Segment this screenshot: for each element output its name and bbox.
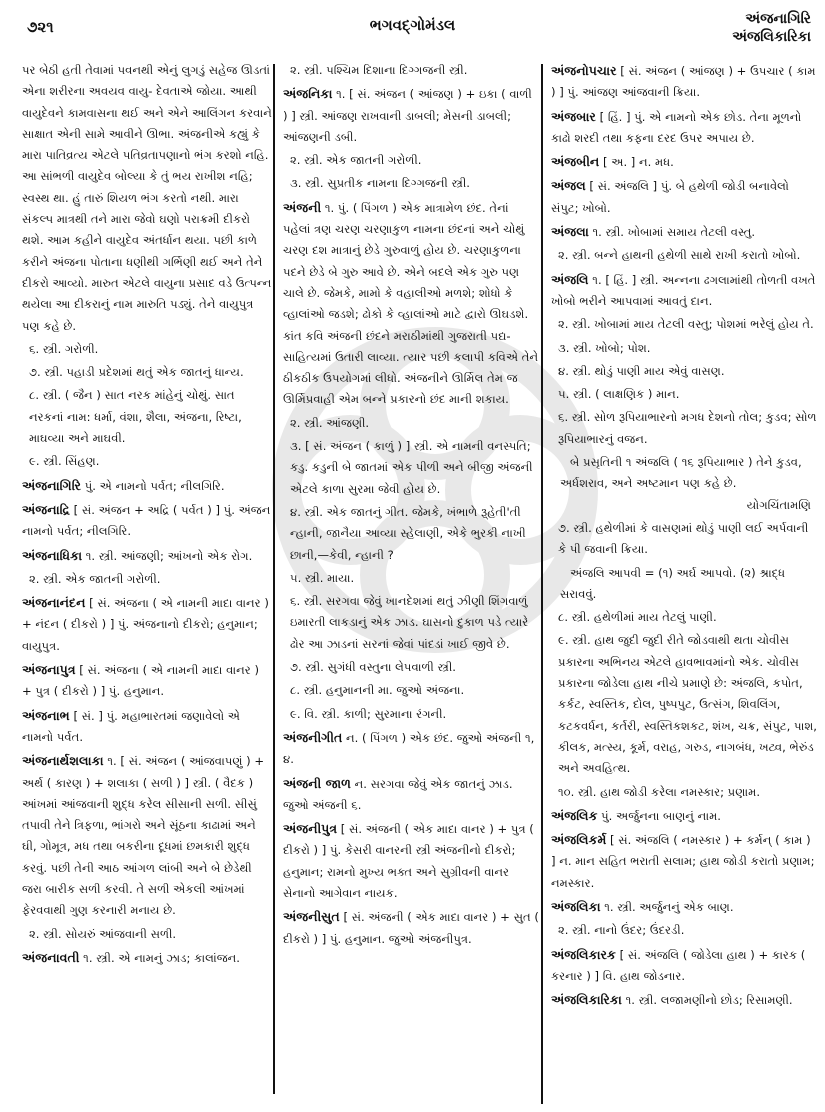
sense-definition	[283, 436, 539, 500]
definition-text: [ અ. ] ન. મધ.	[603, 155, 674, 170]
quote-text: અંજલિ આપવી = (૧) અર્ઘ આપવો. (૨) શ્રાદ્ધ સરાવવું.	[560, 565, 786, 601]
definition-text: [ સં. અંજની ( એક માદા વાનર ) + પુત્ર ( દીકરો ) ] પું. કેસરી વાનરની સ્ત્રી અંજનીનો દીકરો; હનુમાન; રામનો મુખ્ય ભક્ત અને સુગ્રીવની વાનર સેનાનો આગેવાન નાયક.	[283, 822, 534, 900]
definition-text: ન. સરગવા જેવું એક જાતનું ઝાડ. જુઓ અંજની ૬.	[283, 776, 513, 812]
definition-text: ૬. સ્ત્રી. સરગવા જેવું ખાનદેશમાં થતું ઝીણી શિંગવાળું ઇમારતી લાકડાનું એક ઝાડ. ઘાસનો દુકાળ પડે ત્યારે ઢોર આ ઝાડનાં સરનાં જેવાં પાંદડાં ખાઈ જીવે છે.	[290, 594, 529, 651]
sense-definition	[551, 245, 817, 266]
headword: અંજની જાળ	[283, 775, 351, 791]
page-header	[0, 0, 825, 58]
headword: અંજલિકા	[551, 898, 601, 914]
column-left	[22, 60, 272, 971]
dictionary-entry	[283, 83, 539, 148]
sense-definition	[22, 362, 272, 383]
definition-text: ૧. સ્ત્રી. અર્જુનનું એક બાણ.	[604, 899, 734, 914]
headword: અંજલિ	[551, 271, 589, 287]
sense-definition	[551, 782, 817, 803]
dictionary-entry	[22, 705, 272, 749]
usage-quote	[551, 452, 817, 516]
definition-text: ૬. સ્ત્રી. ગરોળી.	[29, 341, 99, 356]
dictionary-entry	[283, 197, 539, 411]
headword: અંજનાધિકા	[22, 547, 83, 563]
definition-text: ૧. [ હિં. ] સ્ત્રી. અન્નના ઢગલામાંથી તોળતી વખતે ખોબો ભરીને આપવામાં આવતું દાન.	[551, 272, 816, 308]
sense-definition	[283, 591, 539, 655]
sense-definition	[551, 607, 817, 628]
headword: અંજલિકારિકા	[551, 992, 622, 1008]
definition-text: ૧. સ્ત્રી. આંજણી; આંખનો એક રોગ.	[85, 548, 253, 563]
dictionary-entry	[551, 221, 817, 243]
definition-text: ૧. સ્ત્રી. લજામણીનો છોડ; રિસામણી.	[625, 993, 793, 1008]
dictionary-entry	[551, 106, 817, 150]
sense-definition	[22, 569, 272, 590]
definition-text: ૩. સ્ત્રી. ખોબો; પોશ.	[558, 340, 651, 355]
guide-word-first: અંજનાગિરિ	[745, 11, 811, 27]
headword: અંજલ	[551, 178, 586, 194]
headword: અંજની	[283, 199, 322, 215]
definition-text: ૮. સ્ત્રી. હથેળીમાં માય તેટલું પાણી.	[558, 610, 717, 625]
quote-text: બે પ્રસૃતિની ૧ અંજલિ ( ૧૬ રૂપિયાભાર ) તેને કુડવ, અર્ધશરાવ, અને અષ્ટમાન પણ કહે છે.	[560, 455, 802, 491]
sense-definition	[551, 384, 817, 405]
guide-word-last: અંજલિકારિકા	[732, 29, 811, 45]
sense-definition	[22, 451, 272, 472]
headword: અંજબાર	[551, 108, 596, 124]
page-number: ૭૨૧	[27, 18, 54, 36]
definition-text: [ સં. અંજલિ ( જોડેલા હાથ ) + કારક ( કરનાર ) ] વિ. હાથ જોડનાર.	[551, 947, 806, 983]
sense-definition	[283, 704, 539, 725]
sense-definition	[551, 361, 817, 382]
headword: અંજનાર્થશલાકા	[22, 753, 104, 769]
continued-text	[22, 60, 272, 337]
usage-quote	[551, 563, 817, 606]
sense-definition	[283, 60, 539, 81]
definition-text: ન. ( પિંગળ ) એક છંદ. જુઓ અંજની ૧, ૪.	[283, 730, 535, 767]
definition-text: ૪. સ્ત્રી. થોડું પાણી માય એવું વાસણ.	[558, 363, 725, 378]
dictionary-entry	[551, 175, 817, 219]
sense-definition	[22, 924, 272, 945]
headword: અંજનીગીત	[283, 729, 343, 745]
sense-definition	[283, 657, 539, 678]
dictionary-entry	[22, 592, 272, 657]
dictionary-entry	[22, 545, 272, 567]
definition-text: ૮. સ્ત્રી. ( જૈન ) સાત નરક માંહેનું ચોથું. સાત નરકનાં નામ: ધર્મા, વંશા, શૈલા, અંજના, રિષ્ટા, માઘવ્યા અને માઘવી.	[29, 388, 242, 446]
dictionary-entry	[551, 896, 817, 918]
definition-text: ૨. સ્ત્રી. એક જાતની ગરોળી.	[29, 571, 161, 586]
definition-text: ૨. સ્ત્રી. ખોબામાં માય તેટલી વસ્તુ; પોશમાં ભરેલું હોય તે.	[558, 317, 814, 332]
dictionary-entry	[551, 944, 817, 988]
definition-text: ૯. સ્ત્રી. સિંહણ.	[29, 454, 100, 469]
definition-text: ૩. [ સં. અંજન ( કાળું ) ] સ્ત્રી. એ નામની વનસ્પતિ; કડુ. કડુની બે જાતમાં એક પીળી અને બીજી અંજની એટલે કાળા સુરમા જેવી હોય છે.	[290, 439, 533, 496]
headword: અંજનાપુત્ર	[22, 662, 76, 678]
dictionary-entry	[283, 906, 539, 950]
headword: અંજનિકા	[283, 86, 333, 102]
definition-text: ૫. સ્ત્રી. માયા.	[290, 570, 355, 585]
definition-text: ૧. પું. ( પિંગળ ) એક માત્રામેળ છંદ. તેનાં પહેલાં ત્રણ ચરણ ચરણાકુળ નામના છંદનાં અને ચોથું ચરણ દશ માત્રાનું છેડે ગુરુવાળું હોય છે. ચરણાકુળના પદને છેડે બે ગુરુ આવે છે. એને બદલે એક ગુરુ પણ ચાલે છે. જેમકે, મામો કે વહાલીઓ મળશે; શોધો કે વ્હાલાંઓ જડશે; ઢોકો કે વ્હાલાંઓ માટે દ્વારો ઊઘડશે. કાંત કવિ અંજની છંદને મરાઠીમાંથી ગુજરાતી પદ્ય- સાહિત્યમાં ઉતારી લાવ્યા. ત્યાર પછી કલાપી કવિએ તેને ઠીકઠીક ઉપયોગમાં લીધો. અંજનીને ઊર્મિલ તેમ જ ઊર્મિપ્રવાહી એમ બન્ને પ્રકારનો છંદ માની શકાય.	[283, 200, 539, 407]
headword: અંજલિકર્મ	[551, 832, 607, 848]
definition-text: [ હિં. ] પું. એ નામનો એક છોડ. તેના મૂળનો કાઢો શરદી તથા કફના દરદ ઉપર અપાય છે.	[551, 109, 802, 145]
headword: અંજલિક	[551, 807, 598, 823]
definition-text: ૮. સ્ત્રી. હનુમાનની મા. જુઓ અંજના.	[290, 683, 465, 698]
quote-source: યોગચિંતામણિ	[746, 497, 811, 512]
dictionary-entry	[22, 750, 272, 921]
headword: અંજનોપચાર	[551, 63, 617, 78]
definition-text: ૭. સ્ત્રી. પહાડી પ્રદેશમાં થતું એક જાતનું ધાન્ય.	[29, 365, 244, 380]
book-title: ભગવદ્ગોમંડલ	[369, 16, 456, 34]
definition-text: [ સં. અંજન + અદ્રિ ( પર્વત ) ] પું. અંજન નામનો પર્વત; નીલગિરિ.	[22, 502, 271, 539]
column-divider-left	[273, 64, 275, 1094]
headword: અંજનાદ્રિ	[22, 501, 70, 517]
dictionary-entry	[551, 60, 817, 104]
definition-text: ૨. સ્ત્રી. સોયરું આંજવાની સળી.	[29, 926, 177, 941]
dictionary-entry	[283, 727, 539, 771]
definition-text: [ સં. અંજના ( એ નામની માદા વાનર ) + પુત્ર ( દીકરો ) ] પું. હનુમાન.	[22, 663, 259, 699]
sense-definition	[551, 518, 817, 561]
guide-words	[732, 10, 811, 46]
sense-definition	[283, 502, 539, 566]
headword: અંજનાભ	[22, 707, 70, 723]
definition-text: ૨. સ્ત્રી. બન્ને હાથની હથેળી સાથે રાખી કરાતો ખોબો.	[558, 248, 801, 263]
sense-definition	[283, 150, 539, 171]
definition-text: [ સં. અંજના ( એ નામની માદા વાનર ) + નંદન ( દીકરો ) ] પું. અંજનાનો દીકરો; હનુમાન; વાયુપુત્ર.	[22, 596, 269, 653]
dictionary-entry	[22, 499, 272, 543]
definition-text: ૯. સ્ત્રી. હાથ જુદી જુદી રીતે જોડવાથી થતા ચોવીસ પ્રકારના અભિનય એટલે હાવભાવમાંનો એક. ચોવીસ પ્રકારના જોડેલા હાથ નીચે પ્રમાણે છે: અંજલિ, કપોત, કર્કટ, સ્વસ્તિક, દોલ, પુષ્પપુટ, ઉત્સંગ, શિવલિંગ, કટકવર્ધન, કર્તરી, સ્વસ્તિકશકટ, શંખ, ચક્ર, સંપુટ, પાશ, કીલક, મત્સ્ય, કૂર્મ, વરાહ, ગરુડ, નાગબંધ, ખટ્વ, ભેરુંડ અને અવહિત્થ.	[558, 633, 817, 776]
headword: અંજનીસુત	[283, 909, 340, 925]
definition-text: [ સં. અંજની ( એક માદા વાનર ) + સુત ( દીકરો ) ] પું. હનુમાન. જુઓ અંજનીપુત્ર.	[283, 910, 539, 946]
definition-text: ૧. સ્ત્રી. એ નામનું ઝાડ; કાલાંજન.	[83, 950, 240, 965]
definition-text: ૧. [ સં. અંજન ( આંજવાપણું ) + અર્થ ( કારણ ) + શલાકા ( સળી ) ] સ્ત્રી. ( વૈદક ) આંખમાં આંજવાની શુદ્ધ કરેલ સીસાની સળી. સીસું તપાવી તેને ત્રિફળા, ભાંગરો અને સૂંઠના કાઢામાં અને ઘી, ગોમૂત્ર, મધ તથા બકરીના દૂધમાં છમકારી શુદ્ધ કરવું. પછી તેની આઠ આંગળ લાંબી અને બે છેડેથી જરા બારીક સળી કરવી. તે સળી એકલી આંખમાં ફેરવવાથી ગુણ કરનારી મનાય છે.	[22, 754, 265, 918]
column-divider-right	[541, 64, 543, 1104]
definition-text: [ સં. અંજલિ ] પું. બે હથેળી જોડી બનાવેલો સંપુટ; ખોબો.	[551, 179, 789, 215]
column-right	[551, 60, 817, 1013]
sense-definition	[22, 385, 272, 449]
sense-definition	[551, 920, 817, 941]
sense-definition	[283, 413, 539, 434]
definition-text: [ સં. અંજલિ ( નમસ્કાર ) + કર્મન્ ( કામ ) ] ન. માન સહિત ભરાતી સલામ; હાથ જોડી કરાતો પ્રણામ; નમસ્કાર.	[551, 833, 815, 890]
definition-text: ૨. સ્ત્રી. નાનો ઉંદર; ઉંદરડી.	[558, 923, 685, 938]
headword: અંજનાગિરિ	[22, 477, 82, 493]
definition-text: ૭. સ્ત્રી. સુગંધી વસ્તુના લેપવાળી સ્ત્રી.	[290, 660, 456, 675]
dictionary-entry	[283, 818, 539, 904]
dictionary-entry	[551, 989, 817, 1011]
sense-definition	[551, 407, 817, 450]
headword: અંજનાવતી	[22, 949, 80, 965]
definition-text: ૫. સ્ત્રી. ( લાક્ષણિક ) માન.	[558, 387, 680, 402]
definition-text: ૩. સ્ત્રી. સુપ્રતીક નામના દિગ્ગજની સ્ત્રી.	[290, 176, 470, 191]
sense-definition	[551, 314, 817, 335]
definition-text: પું. એ નામનો પર્વત; નીલગિરિ.	[84, 478, 225, 493]
dictionary-entry	[283, 773, 539, 817]
headword: અંજનાનંદન	[22, 595, 86, 611]
definition-text: ૧. સ્ત્રી. ખોબામાં સમાય તેટલી વસ્તુ.	[592, 225, 756, 240]
dictionary-entry	[551, 805, 817, 827]
definition-text: ૭. સ્ત્રી. હથેળીમાં કે વાસણમાં થોડું પાણી લઈ અર્પવાની કે પી જવાની ક્રિયા.	[558, 520, 809, 557]
dictionary-entry	[22, 947, 272, 969]
definition-text: ૬. સ્ત્રી. સોળ રૂપિયાભારનો મગધ દેશનો તોલ; કુડવ; સોળ રૂપિયાભારનું વજન.	[558, 410, 817, 446]
definition-text: પું. અર્જુનના બાણનું નામ.	[601, 808, 721, 823]
definition-text: ૨. સ્ત્રી. પશ્ચિમ દિશાના દિગ્ગજની સ્ત્રી.	[290, 63, 468, 77]
sense-definition	[283, 568, 539, 589]
dictionary-entry	[22, 659, 272, 703]
dictionary-entry	[551, 269, 817, 313]
definition-text: [ સં. ] પું. મહાભારતમાં જણાવેલો એ નામનો પર્વત.	[22, 708, 241, 744]
definition-text: ૯. વિ. સ્ત્રી. કાળી; સુરમાના રંગની.	[290, 706, 447, 721]
headword: અંજબીન	[551, 154, 600, 170]
sense-definition	[551, 338, 817, 359]
definition-text: ૨. સ્ત્રી. આંજણી.	[290, 415, 370, 430]
sense-definition	[283, 173, 539, 194]
headword: અંજલિકારક	[551, 946, 616, 962]
sense-definition	[551, 630, 817, 779]
definition-text: [ સં. અંજન ( આંજણ ) + ઉપચાર ( કામ ) ] પું. આંજણ આંજવાની ક્રિયા.	[551, 64, 816, 100]
headword: અંજલા	[551, 224, 589, 240]
column-middle	[283, 60, 539, 952]
definition-text: ૨. સ્ત્રી. એક જાતની ગરોળી.	[290, 153, 422, 168]
headword: અંજનીપુત્ર	[283, 821, 338, 837]
dictionary-entry	[551, 151, 817, 173]
sense-definition	[283, 680, 539, 701]
definition-text: પર બેઠી હતી તેવામાં પવનથી એનું લુગડું સહેજ ઊડતાં એના શરીરના અવયવ વાયુ- દેવતાએ જોયા. આથી વાયુદેવને કામવાસના થઈ અને એને આલિંગન કરવાને સાક્ષાત એની સામે આવીને ઊભા. અંજનીએ કહ્યું કે મારા પાતિવ્રત્ય એટલે પતિવ્રતાપણાનો ભંગ કરશો નહિ. આ સાંભળી વાયુદેવ બોલ્યા કે તું ભય રાખીશ નહિ; સ્વસ્થ થા. હું તારું શિયળ ભંગ કરતો નથી. મારા સંકલ્પ માત્રથી તને મારા જેવો ઘણો પરાક્રમી દીકરો થશે. આમ કહીને વાયુદેવ અંતર્ધાન થયા. પછી કાળે કરીને અંજના પોતાના ધણીથી ગર્ભિણી થઈ અને તેને દીકરો આવ્યો. મારુત એટલે વાયુના પ્રસાદ વડે ઉત્પન્ન થયેલા આ દીકરાનું નામ મારુતિ પડ્યું. તેને વાયુપુત્ર પણ કહે છે.	[22, 63, 272, 333]
dictionary-entry	[551, 829, 817, 894]
sense-definition	[22, 339, 272, 360]
dictionary-entry	[22, 475, 272, 497]
definition-text: ૧. [ સં. અંજન ( આંજણ ) + ઇકા ( વાળી ) ] સ્ત્રી. આંજણ રાખવાની ડાબલી; મેસની ડાબલી; આંજણની ડબી.	[283, 87, 532, 144]
definition-text: ૧૦. સ્ત્રી. હાથ જોડી કરેલા નમસ્કાર; પ્રણામ.	[558, 784, 761, 799]
definition-text: ૪. સ્ત્રી. એક જાતનું ગીત. જેમકે, ખંભાળે રૂ્હેતી'તી ન્હાની, જાનૈયા આવ્યા સ્હેલાણી, એકે ભુરકી નાખી છાની,—કેવી, ન્હાની ?	[290, 504, 526, 562]
